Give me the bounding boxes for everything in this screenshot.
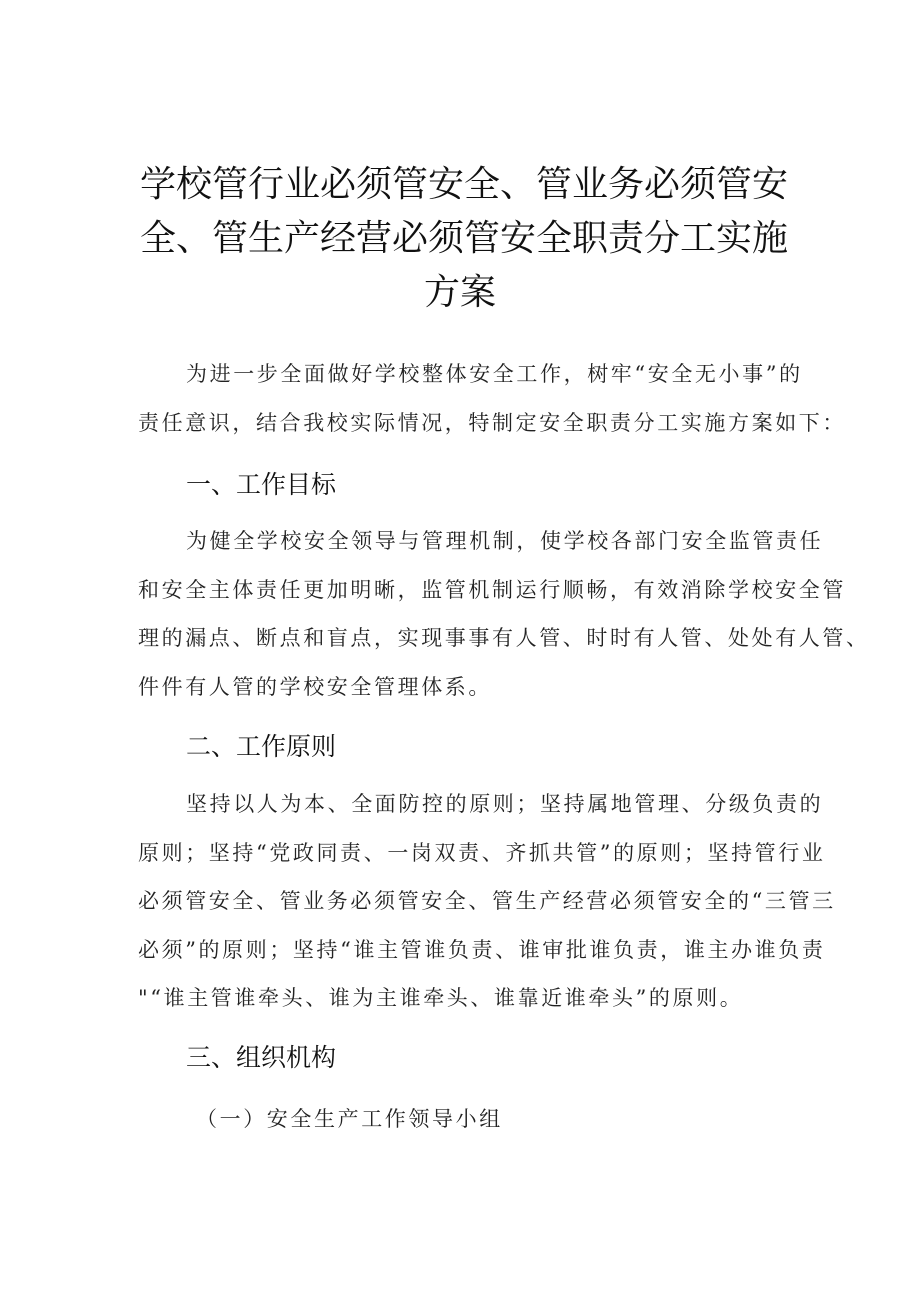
document-title [140, 158, 789, 320]
paragraph-line: 坚持以人为本、全面防控的原则；坚持属地管理、分级负责的 [186, 792, 824, 816]
paragraph-line: 件件有人管的学校安全管理体系。 [138, 674, 492, 699]
paragraph-line: 理的漏点、断点和盲点，实现事事有人管、时时有人管、处处有人管、 [138, 626, 870, 651]
principles-paragraph [138, 780, 836, 1023]
title-line: 全、管生产经营必须管安全职责分工实施 [140, 218, 789, 259]
paragraph-line: 原则；坚持“党政同责、一岗双责、齐抓共管”的原则；坚持管行业 [138, 840, 826, 865]
section-heading-principles: 二、工作原则 [186, 732, 337, 761]
paragraph-line: 和安全主体责任更加明晰，监管机制运行顺畅，有效消除学校安全管 [138, 577, 846, 602]
paragraph-line: 必须”的原则；坚持“谁主管谁负责、谁审批谁负责，谁主办谁负责 [138, 937, 826, 962]
paragraph-line: "“谁主管谁牵头、谁为主谁牵头、谁靠近谁牵头”的原则。 [138, 986, 744, 1011]
subsection-heading-leadership-group: （一）安全生产工作领导小组 [196, 1107, 503, 1131]
goals-paragraph [138, 517, 870, 711]
paragraph-line: 责任意识，结合我校实际情况，特制定安全职责分工实施方案如下： [138, 410, 846, 435]
title-line: 方案 [423, 272, 496, 313]
section-heading-organization: 三、组织机构 [186, 1043, 337, 1072]
title-line: 学校管行业必须管安全、管业务必须管安 [140, 164, 789, 205]
section-heading-goals: 一、工作目标 [186, 470, 337, 499]
paragraph-line: 必须管安全、管业务必须管安全、管生产经营必须管安全的“三管三 [138, 889, 836, 914]
paragraph-line: 为进一步全面做好学校整体安全工作，树牢“安全无小事”的 [186, 362, 803, 386]
paragraph-line: 为健全学校安全领导与管理机制，使学校各部门安全监管责任 [186, 529, 824, 553]
intro-paragraph [138, 350, 846, 447]
